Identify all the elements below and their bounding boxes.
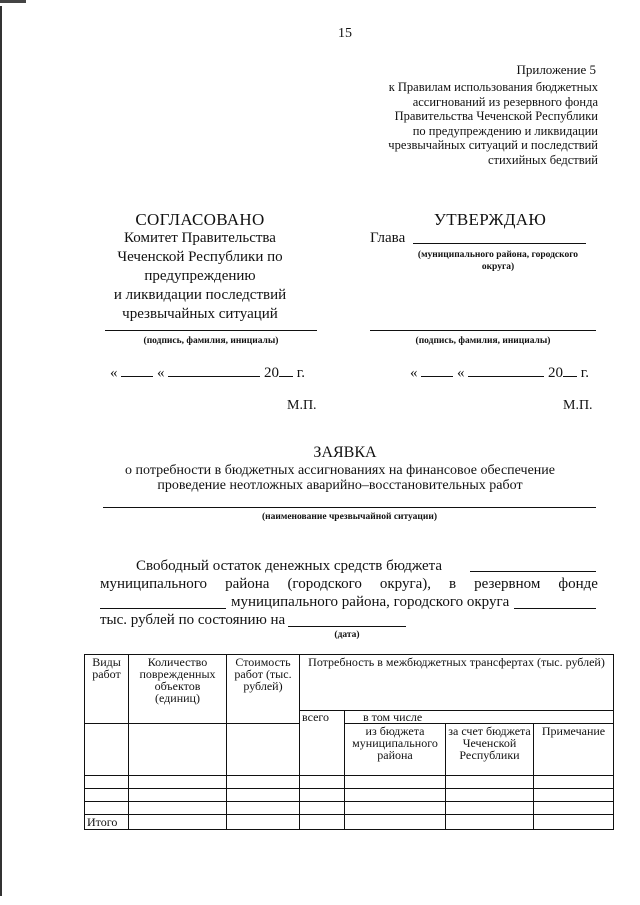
table-cell[interactable] bbox=[129, 802, 227, 815]
appendix-line: ассигнований из резервного фонда bbox=[412, 94, 598, 109]
table-row bbox=[85, 776, 614, 789]
col-including: в том числе bbox=[345, 711, 614, 724]
head-name-field[interactable] bbox=[413, 243, 586, 244]
quote-mark: « bbox=[457, 365, 465, 381]
fund-field[interactable] bbox=[100, 608, 226, 609]
table-cell[interactable] bbox=[227, 802, 300, 815]
col-from-municipal: из бюджета муниципального района bbox=[345, 724, 446, 776]
table-cell[interactable] bbox=[227, 815, 300, 830]
date-hint: (дата) bbox=[334, 630, 360, 640]
appendix-line: стихийных бедствий bbox=[487, 152, 598, 167]
word: в bbox=[449, 576, 457, 592]
col-work-types: Виды работ bbox=[85, 655, 129, 724]
agreed-month-field[interactable] bbox=[168, 364, 260, 377]
col-from-republic: за счет бюджета Чеченской Республики bbox=[446, 724, 534, 776]
appendix-line: к Правилам использования бюджетных bbox=[388, 80, 598, 94]
table-cell[interactable] bbox=[446, 776, 534, 789]
head-label: Глава bbox=[370, 230, 406, 246]
paragraph-line-1: Свободный остаток денежных средств бюджета bbox=[136, 558, 443, 574]
appendix-line: чрезвычайных ситуаций и последствий bbox=[388, 138, 598, 152]
table-cell[interactable] bbox=[534, 815, 614, 830]
table-cell[interactable] bbox=[345, 789, 446, 802]
total-row-label: Итого bbox=[85, 815, 129, 830]
emergency-hint: (наименование чрезвычайной ситуации) bbox=[261, 512, 438, 522]
paragraph-line-4: тыс. рублей по состоянию на bbox=[100, 612, 286, 628]
table-cell[interactable] bbox=[300, 802, 345, 815]
table-total-row bbox=[85, 815, 614, 830]
agreed-line: предупреждению bbox=[144, 268, 256, 284]
word: округа), bbox=[379, 576, 432, 592]
quote-mark: « bbox=[110, 365, 118, 381]
word: муниципального bbox=[100, 576, 208, 592]
emergency-name-field[interactable] bbox=[103, 507, 596, 508]
appendix-reference bbox=[318, 80, 598, 167]
budget-field[interactable] bbox=[470, 571, 596, 572]
empty-cell bbox=[85, 724, 129, 776]
amount-field[interactable] bbox=[514, 608, 596, 609]
agreed-signature-line[interactable] bbox=[105, 330, 317, 331]
agreed-line: чрезвычайных ситуаций bbox=[122, 306, 278, 322]
approve-date-row bbox=[410, 364, 589, 382]
request-subtitle bbox=[80, 463, 600, 493]
agreed-day-field[interactable] bbox=[121, 364, 153, 377]
agreed-year-field[interactable] bbox=[279, 364, 293, 377]
word: резервном bbox=[474, 576, 541, 592]
empty-cell bbox=[129, 724, 227, 776]
corner-mark bbox=[0, 0, 26, 3]
empty-cell bbox=[227, 724, 300, 776]
year-prefix: 20 bbox=[264, 365, 279, 381]
table-cell[interactable] bbox=[85, 776, 129, 789]
quote-mark: « bbox=[410, 365, 418, 381]
table-subheader-row-2 bbox=[85, 724, 614, 776]
agreed-line: и ликвидации последствий bbox=[113, 287, 287, 303]
paragraph-line-3: муниципального района, городского округа bbox=[231, 594, 510, 610]
approve-stamp: М.П. bbox=[563, 398, 593, 413]
col-note: Примечание bbox=[534, 724, 614, 776]
table-cell[interactable] bbox=[300, 776, 345, 789]
paragraph-line-2 bbox=[100, 576, 598, 593]
table-header-row bbox=[85, 655, 614, 711]
word: фонде bbox=[558, 576, 598, 592]
table-cell[interactable] bbox=[446, 815, 534, 830]
request-subtitle-line: проведение неотложных аварийно–восстановительных работ bbox=[157, 478, 523, 493]
table-cell[interactable] bbox=[129, 776, 227, 789]
table-cell[interactable] bbox=[345, 815, 446, 830]
table-cell[interactable] bbox=[129, 815, 227, 830]
appendix-line: Правительства Чеченской Республики bbox=[394, 109, 598, 123]
approve-title: УТВЕРЖДАЮ bbox=[433, 210, 547, 229]
date-field[interactable] bbox=[288, 626, 406, 627]
table-cell[interactable] bbox=[534, 789, 614, 802]
approve-year-field[interactable] bbox=[563, 364, 577, 377]
agreed-title: СОГЛАСОВАНО bbox=[135, 210, 265, 229]
word: района bbox=[225, 576, 270, 592]
col-transfer-need: Потребность в межбюджетных трансфертах (тыс. рублей) bbox=[300, 655, 614, 711]
approve-day-field[interactable] bbox=[421, 364, 453, 377]
agreed-line: Комитет Правительства bbox=[124, 230, 276, 246]
agreed-stamp: М.П. bbox=[287, 398, 317, 413]
col-object-count: Количество поврежденных объектов (единиц) bbox=[129, 655, 227, 724]
approve-month-field[interactable] bbox=[468, 364, 544, 377]
table-cell[interactable] bbox=[345, 802, 446, 815]
col-work-cost: Стоимость работ (тыс. рублей) bbox=[227, 655, 300, 724]
table-cell[interactable] bbox=[534, 802, 614, 815]
year-suffix: г. bbox=[296, 365, 305, 381]
appendix-line: по предупреждению и ликвидации bbox=[412, 123, 598, 138]
col-total: всего bbox=[300, 711, 345, 776]
table-cell[interactable] bbox=[227, 776, 300, 789]
agreed-date-row bbox=[110, 364, 305, 382]
request-title: ЗАЯВКА bbox=[313, 444, 377, 461]
table-cell[interactable] bbox=[227, 789, 300, 802]
request-subtitle-line: о потребности в бюджетных ассигнованиях на финансовое обеспечение bbox=[125, 463, 555, 478]
table-row bbox=[85, 802, 614, 815]
approve-signature-hint: (подпись, фамилия, инициалы) bbox=[415, 336, 551, 346]
head-hint: (муниципального района, городского округа) bbox=[417, 250, 579, 272]
table-cell[interactable] bbox=[534, 776, 614, 789]
agreed-organization bbox=[100, 229, 300, 324]
table-cell[interactable] bbox=[129, 789, 227, 802]
quote-mark: « bbox=[157, 365, 165, 381]
agreed-signature-hint: (подпись, фамилия, инициалы) bbox=[143, 336, 279, 346]
page-number: 15 bbox=[338, 26, 352, 41]
table-cell[interactable] bbox=[446, 802, 534, 815]
table-cell[interactable] bbox=[446, 789, 534, 802]
word: (городского bbox=[287, 576, 362, 592]
year-suffix: г. bbox=[580, 365, 589, 381]
agreed-line: Чеченской Республики по bbox=[117, 249, 283, 265]
year-prefix: 20 bbox=[548, 365, 563, 381]
table-cell[interactable] bbox=[300, 815, 345, 830]
approve-signature-line[interactable] bbox=[370, 330, 596, 331]
transfer-table bbox=[84, 654, 614, 830]
table-cell[interactable] bbox=[85, 802, 129, 815]
table-cell[interactable] bbox=[300, 789, 345, 802]
table-row bbox=[85, 789, 614, 802]
appendix-title: Приложение 5 bbox=[516, 62, 596, 77]
table-cell[interactable] bbox=[85, 789, 129, 802]
table-cell[interactable] bbox=[345, 776, 446, 789]
